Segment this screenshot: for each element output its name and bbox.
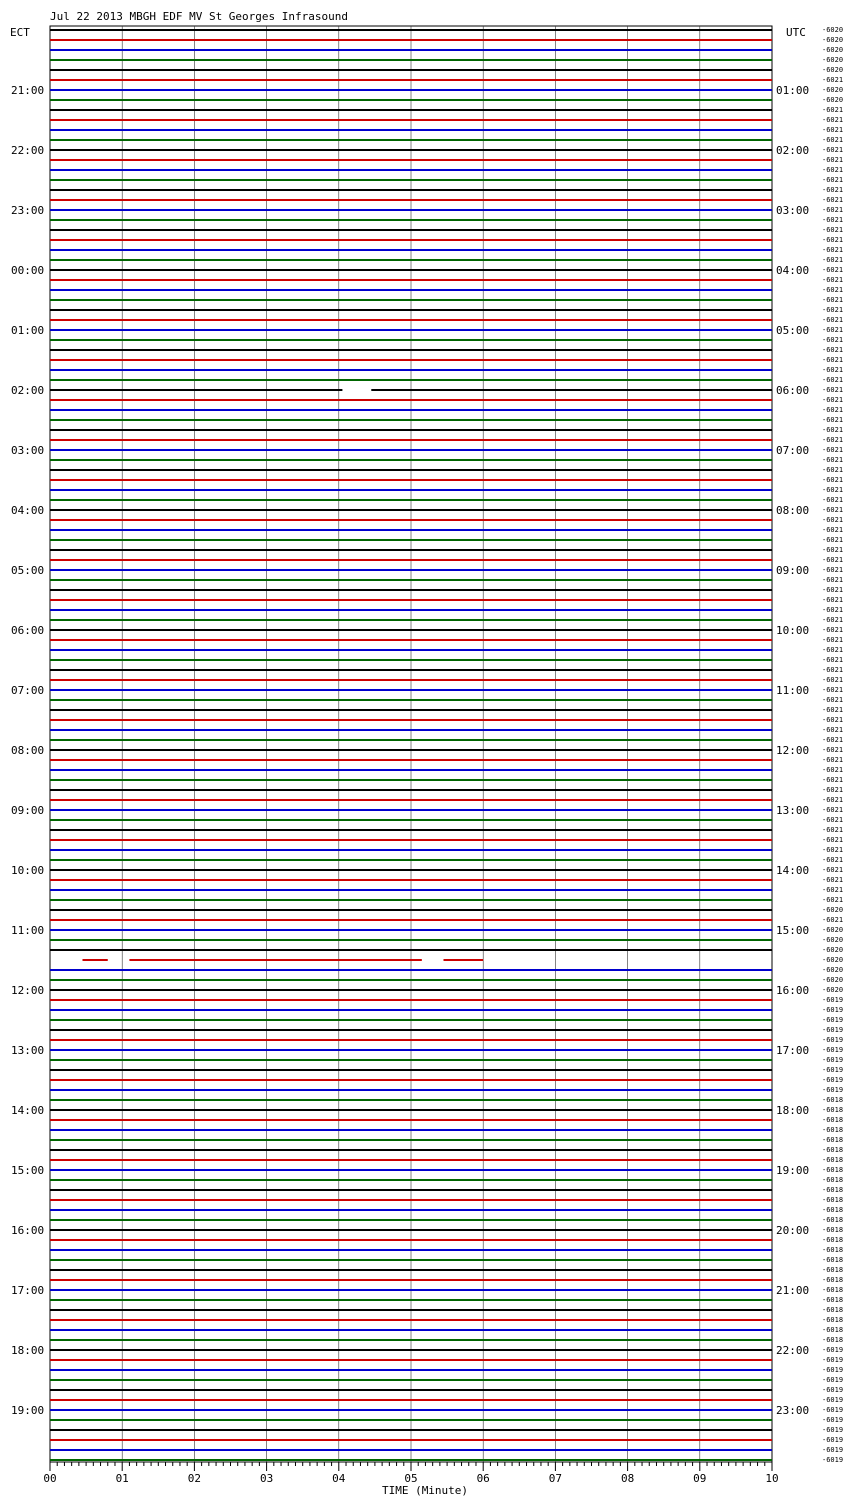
ect-hour-label: 21:00 bbox=[11, 84, 45, 97]
trace-offset-label: -6019 bbox=[822, 1006, 844, 1014]
trace-offset-label: -6019 bbox=[822, 1406, 844, 1414]
trace-offset-label: -6021 bbox=[822, 276, 844, 284]
trace-offset-label: -6020 bbox=[822, 976, 844, 984]
trace-offset-label: -6021 bbox=[822, 736, 844, 744]
trace-offset-label: -6018 bbox=[822, 1206, 844, 1214]
ect-hour-label: 07:00 bbox=[11, 684, 45, 697]
trace-offset-label: -6019 bbox=[822, 1066, 844, 1074]
trace-offset-label: -6021 bbox=[822, 866, 844, 874]
trace-offset-label: -6021 bbox=[822, 566, 844, 574]
trace-offset-label: -6021 bbox=[822, 916, 844, 924]
trace-offset-label: -6021 bbox=[822, 226, 844, 234]
trace-offset-label: -6021 bbox=[822, 166, 844, 174]
trace-offset-label: -6018 bbox=[822, 1136, 844, 1144]
trace-offset-label: -6019 bbox=[822, 1366, 844, 1374]
trace-offset-label: -6021 bbox=[822, 856, 844, 864]
trace-offset-label: -6021 bbox=[822, 386, 844, 394]
trace-offset-label: -6021 bbox=[822, 766, 844, 774]
right-axis-label: UTC bbox=[786, 26, 806, 39]
trace-offset-label: -6021 bbox=[822, 266, 844, 274]
trace-offset-label: -6021 bbox=[822, 246, 844, 254]
trace-offset-label: -6021 bbox=[822, 476, 844, 484]
trace-offset-label: -6021 bbox=[822, 376, 844, 384]
trace-offset-label: -6019 bbox=[822, 1346, 844, 1354]
trace-offset-label: -6021 bbox=[822, 616, 844, 624]
ect-hour-label: 23:00 bbox=[11, 204, 45, 217]
utc-hour-label: 17:00 bbox=[776, 1044, 810, 1057]
trace-offset-label: -6021 bbox=[822, 446, 844, 454]
trace-offset-label: -6021 bbox=[822, 416, 844, 424]
ect-hour-label: 22:00 bbox=[11, 144, 45, 157]
trace-offset-label: -6021 bbox=[822, 346, 844, 354]
utc-hour-label: 14:00 bbox=[776, 864, 810, 877]
ect-hour-label: 04:00 bbox=[11, 504, 45, 517]
trace-offset-label: -6021 bbox=[822, 466, 844, 474]
x-tick-label: 05 bbox=[404, 1472, 418, 1485]
trace-offset-label: -6021 bbox=[822, 116, 844, 124]
trace-offset-label: -6021 bbox=[822, 496, 844, 504]
x-axis-label: TIME (Minute) bbox=[381, 1484, 469, 1497]
trace-offset-label: -6018 bbox=[822, 1256, 844, 1264]
trace-offset-label: -6018 bbox=[822, 1186, 844, 1194]
trace-offset-label: -6021 bbox=[822, 706, 844, 714]
trace-offset-label: -6021 bbox=[822, 666, 844, 674]
trace-offset-label: -6018 bbox=[822, 1116, 844, 1124]
trace-offset-label: -6019 bbox=[822, 1426, 844, 1434]
trace-offset-label: -6021 bbox=[822, 656, 844, 664]
trace-offset-label: -6021 bbox=[822, 726, 844, 734]
utc-hour-label: 18:00 bbox=[776, 1104, 810, 1117]
trace-offset-label: -6021 bbox=[822, 716, 844, 724]
trace-offset-label: -6020 bbox=[822, 36, 844, 44]
trace-offset-label: -6018 bbox=[822, 1246, 844, 1254]
trace-offset-label: -6021 bbox=[822, 406, 844, 414]
utc-hour-label: 15:00 bbox=[776, 924, 810, 937]
utc-hour-label: 08:00 bbox=[776, 504, 810, 517]
trace-offset-label: -6018 bbox=[822, 1316, 844, 1324]
utc-hour-label: 23:00 bbox=[776, 1404, 810, 1417]
utc-hour-label: 02:00 bbox=[776, 144, 810, 157]
trace-offset-label: -6018 bbox=[822, 1286, 844, 1294]
utc-hour-label: 01:00 bbox=[776, 84, 810, 97]
trace-offset-label: -6020 bbox=[822, 66, 844, 74]
ect-hour-label: 11:00 bbox=[11, 924, 45, 937]
trace-offset-label: -6018 bbox=[822, 1096, 844, 1104]
utc-hour-label: 20:00 bbox=[776, 1224, 810, 1237]
trace-offset-label: -6021 bbox=[822, 816, 844, 824]
utc-hour-label: 09:00 bbox=[776, 564, 810, 577]
x-tick-label: 06 bbox=[476, 1472, 490, 1485]
utc-hour-label: 06:00 bbox=[776, 384, 810, 397]
trace-offset-label: -6019 bbox=[822, 1046, 844, 1054]
trace-offset-label: -6021 bbox=[822, 806, 844, 814]
utc-hour-label: 03:00 bbox=[776, 204, 810, 217]
ect-hour-label: 00:00 bbox=[11, 264, 45, 277]
trace-offset-label: -6021 bbox=[822, 896, 844, 904]
trace-offset-label: -6019 bbox=[822, 1396, 844, 1404]
trace-offset-label: -6021 bbox=[822, 746, 844, 754]
x-tick-label: 07 bbox=[548, 1472, 563, 1485]
trace-offset-label: -6019 bbox=[822, 1036, 844, 1044]
trace-offset-label: -6018 bbox=[822, 1146, 844, 1154]
chart-title: Jul 22 2013 MBGH EDF MV St Georges Infrasound bbox=[50, 10, 349, 23]
trace-offset-label: -6021 bbox=[822, 206, 844, 214]
trace-offset-label: -6021 bbox=[822, 196, 844, 204]
trace-offset-label: -6018 bbox=[822, 1166, 844, 1174]
trace-offset-label: -6019 bbox=[822, 1386, 844, 1394]
trace-offset-label: -6020 bbox=[822, 926, 844, 934]
trace-offset-label: -6021 bbox=[822, 186, 844, 194]
trace-offset-label: -6021 bbox=[822, 76, 844, 84]
x-tick-label: 01 bbox=[115, 1472, 129, 1485]
utc-hour-label: 12:00 bbox=[776, 744, 810, 757]
trace-offset-label: -6021 bbox=[822, 356, 844, 364]
x-tick-label: 04 bbox=[332, 1472, 346, 1485]
axis-labels bbox=[11, 26, 843, 1485]
trace-offset-label: -6020 bbox=[822, 56, 844, 64]
trace-offset-label: -6018 bbox=[822, 1296, 844, 1304]
trace-offset-label: -6021 bbox=[822, 256, 844, 264]
x-tick-label: 03 bbox=[259, 1472, 274, 1485]
ect-hour-label: 12:00 bbox=[11, 984, 45, 997]
trace-offset-label: -6021 bbox=[822, 156, 844, 164]
trace-offset-label: -6019 bbox=[822, 1086, 844, 1094]
trace-offset-label: -6021 bbox=[822, 316, 844, 324]
trace-offset-label: -6018 bbox=[822, 1326, 844, 1334]
utc-hour-label: 10:00 bbox=[776, 624, 810, 637]
trace-offset-label: -6021 bbox=[822, 366, 844, 374]
x-tick-label: 09 bbox=[693, 1472, 707, 1485]
trace-offset-label: -6019 bbox=[822, 1436, 844, 1444]
trace-offset-label: -6021 bbox=[822, 326, 844, 334]
ect-hour-label: 01:00 bbox=[11, 324, 45, 337]
x-tick-label: 08 bbox=[620, 1472, 635, 1485]
trace-offset-label: -6018 bbox=[822, 1276, 844, 1284]
trace-offset-label: -6021 bbox=[822, 506, 844, 514]
trace-offset-label: -6018 bbox=[822, 1126, 844, 1134]
trace-offset-label: -6021 bbox=[822, 296, 844, 304]
trace-offset-label: -6021 bbox=[822, 836, 844, 844]
x-tick-label: 00 bbox=[43, 1472, 57, 1485]
trace-offset-label: -6021 bbox=[822, 146, 844, 154]
ect-hour-label: 05:00 bbox=[11, 564, 45, 577]
trace-offset-label: -6021 bbox=[822, 136, 844, 144]
trace-offset-label: -6021 bbox=[822, 756, 844, 764]
trace-offset-label: -6021 bbox=[822, 846, 844, 854]
trace-offset-label: -6021 bbox=[822, 826, 844, 834]
trace-offset-label: -6021 bbox=[822, 216, 844, 224]
utc-hour-label: 11:00 bbox=[776, 684, 810, 697]
ect-hour-label: 15:00 bbox=[11, 1164, 45, 1177]
trace-offset-label: -6019 bbox=[822, 1356, 844, 1364]
left-axis-label: ECT bbox=[10, 26, 30, 39]
trace-offset-label: -6021 bbox=[822, 696, 844, 704]
trace-offset-label: -6021 bbox=[822, 526, 844, 534]
trace-offset-label: -6021 bbox=[822, 176, 844, 184]
trace-offset-label: -6020 bbox=[822, 86, 844, 94]
trace-offset-label: -6020 bbox=[822, 46, 844, 54]
x-tick-label: 10 bbox=[765, 1472, 779, 1485]
trace-offset-label: -6020 bbox=[822, 946, 844, 954]
trace-offset-label: -6019 bbox=[822, 1416, 844, 1424]
trace-offset-label: -6020 bbox=[822, 26, 844, 34]
trace-offset-label: -6021 bbox=[822, 436, 844, 444]
trace-offset-label: -6020 bbox=[822, 966, 844, 974]
trace-offset-label: -6021 bbox=[822, 286, 844, 294]
trace-offset-label: -6019 bbox=[822, 1376, 844, 1384]
trace-offset-label: -6021 bbox=[822, 426, 844, 434]
trace-offset-label: -6019 bbox=[822, 1456, 844, 1464]
trace-offset-label: -6021 bbox=[822, 676, 844, 684]
trace-offset-label: -6018 bbox=[822, 1266, 844, 1274]
trace-offset-label: -6019 bbox=[822, 1016, 844, 1024]
trace-offset-label: -6021 bbox=[822, 646, 844, 654]
ect-hour-label: 09:00 bbox=[11, 804, 45, 817]
grid-lines bbox=[50, 26, 772, 1471]
trace-offset-label: -6021 bbox=[822, 236, 844, 244]
trace-offset-label: -6019 bbox=[822, 1056, 844, 1064]
trace-offset-label: -6021 bbox=[822, 636, 844, 644]
trace-offset-label: -6018 bbox=[822, 1216, 844, 1224]
utc-hour-label: 19:00 bbox=[776, 1164, 810, 1177]
trace-offset-label: -6021 bbox=[822, 796, 844, 804]
ect-hour-label: 13:00 bbox=[11, 1044, 45, 1057]
ect-hour-label: 02:00 bbox=[11, 384, 45, 397]
ect-hour-label: 06:00 bbox=[11, 624, 45, 637]
ect-hour-label: 03:00 bbox=[11, 444, 45, 457]
trace-offset-label: -6021 bbox=[822, 586, 844, 594]
trace-offset-label: -6021 bbox=[822, 606, 844, 614]
trace-offset-label: -6020 bbox=[822, 986, 844, 994]
trace-offset-label: -6020 bbox=[822, 96, 844, 104]
trace-offset-label: -6021 bbox=[822, 106, 844, 114]
utc-hour-label: 05:00 bbox=[776, 324, 810, 337]
trace-offset-label: -6021 bbox=[822, 516, 844, 524]
trace-offset-label: -6018 bbox=[822, 1306, 844, 1314]
utc-hour-label: 21:00 bbox=[776, 1284, 810, 1297]
trace-offset-label: -6021 bbox=[822, 396, 844, 404]
trace-offset-label: -6018 bbox=[822, 1196, 844, 1204]
trace-offset-label: -6019 bbox=[822, 1026, 844, 1034]
utc-hour-label: 13:00 bbox=[776, 804, 810, 817]
utc-hour-label: 22:00 bbox=[776, 1344, 810, 1357]
ect-hour-label: 17:00 bbox=[11, 1284, 45, 1297]
trace-offset-label: -6021 bbox=[822, 886, 844, 894]
trace-offset-label: -6019 bbox=[822, 996, 844, 1004]
trace-offset-label: -6018 bbox=[822, 1176, 844, 1184]
trace-offset-label: -6021 bbox=[822, 556, 844, 564]
trace-offset-label: -6021 bbox=[822, 336, 844, 344]
ect-hour-label: 19:00 bbox=[11, 1404, 45, 1417]
trace-offset-label: -6021 bbox=[822, 626, 844, 634]
utc-hour-label: 16:00 bbox=[776, 984, 810, 997]
trace-offset-label: -6019 bbox=[822, 1446, 844, 1454]
trace-offset-label: -6021 bbox=[822, 776, 844, 784]
trace-offset-label: -6021 bbox=[822, 546, 844, 554]
trace-offset-label: -6018 bbox=[822, 1236, 844, 1244]
ect-hour-label: 18:00 bbox=[11, 1344, 45, 1357]
trace-offset-label: -6021 bbox=[822, 786, 844, 794]
trace-offset-label: -6021 bbox=[822, 686, 844, 694]
utc-hour-label: 04:00 bbox=[776, 264, 810, 277]
trace-offset-label: -6021 bbox=[822, 126, 844, 134]
trace-offset-label: -6021 bbox=[822, 456, 844, 464]
trace-offset-label: -6021 bbox=[822, 486, 844, 494]
trace-offset-label: -6020 bbox=[822, 936, 844, 944]
trace-offset-label: -6021 bbox=[822, 536, 844, 544]
ect-hour-label: 10:00 bbox=[11, 864, 45, 877]
trace-offset-label: -6021 bbox=[822, 576, 844, 584]
trace-offset-label: -6020 bbox=[822, 956, 844, 964]
trace-offset-label: -6021 bbox=[822, 306, 844, 314]
x-tick-label: 02 bbox=[187, 1472, 202, 1485]
ect-hour-label: 16:00 bbox=[11, 1224, 45, 1237]
trace-offset-label: -6019 bbox=[822, 1076, 844, 1084]
ect-hour-label: 14:00 bbox=[11, 1104, 45, 1117]
trace-offset-label: -6020 bbox=[822, 906, 844, 914]
trace-offset-label: -6018 bbox=[822, 1106, 844, 1114]
trace-offset-label: -6021 bbox=[822, 876, 844, 884]
utc-hour-label: 07:00 bbox=[776, 444, 810, 457]
trace-offset-label: -6018 bbox=[822, 1226, 844, 1234]
trace-offset-label: -6021 bbox=[822, 596, 844, 604]
trace-offset-label: -6018 bbox=[822, 1336, 844, 1344]
trace-offset-label: -6018 bbox=[822, 1156, 844, 1164]
ect-hour-label: 08:00 bbox=[11, 744, 45, 757]
